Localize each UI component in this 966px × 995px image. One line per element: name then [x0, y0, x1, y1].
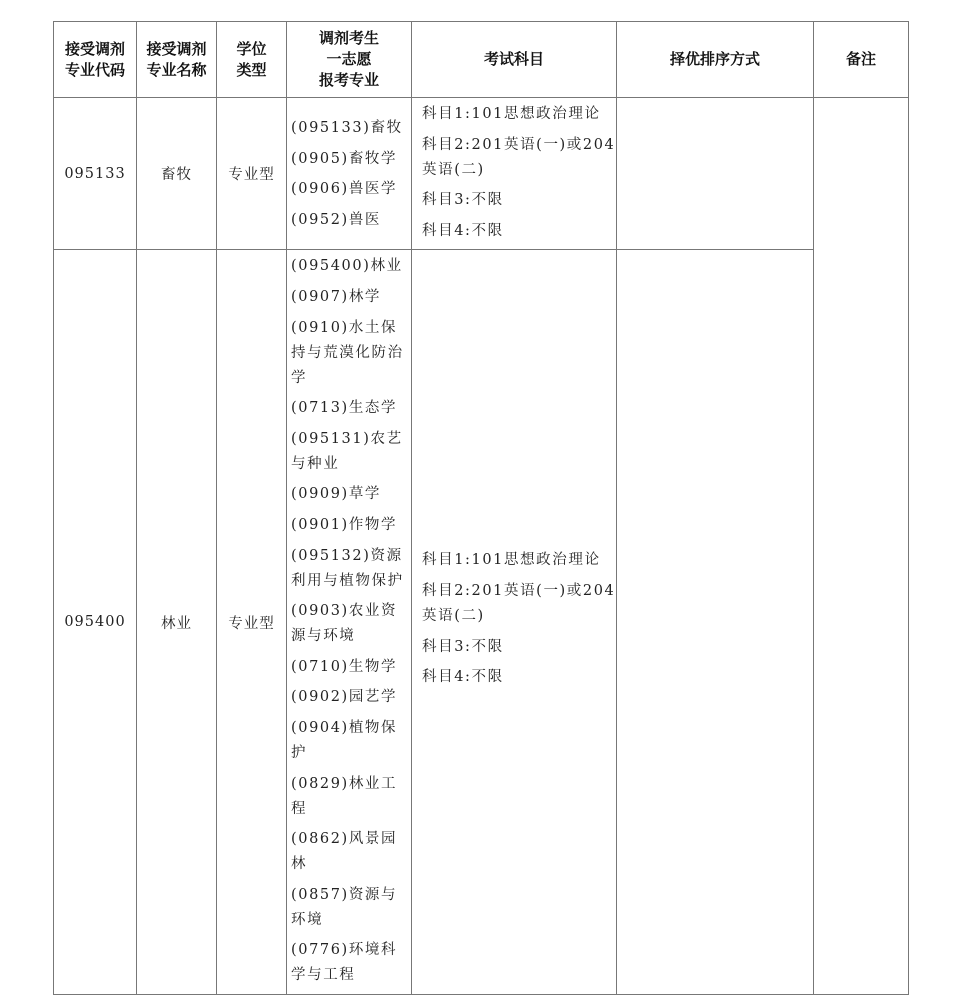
list-item: 科目4:不限	[422, 222, 504, 239]
major-code-cell: 095133	[54, 98, 137, 250]
header-major-code: 接受调剂 专业代码	[54, 22, 137, 98]
degree-type-cell: 专业型	[217, 98, 287, 250]
list-item: (095132)资源利用与植物保护	[291, 547, 404, 589]
ranking-method-cell	[617, 250, 814, 995]
list-item: (0713)生态学	[291, 400, 398, 417]
list-item: 科目2:201英语(一)或204英语(二)	[422, 136, 616, 178]
header-ranking-method: 择优排序方式	[617, 22, 814, 98]
list-item: 科目3:不限	[422, 192, 504, 209]
list-item: 科目3:不限	[422, 638, 504, 655]
remarks-cell	[814, 98, 909, 995]
header-exam-subjects: 考试科目	[412, 22, 617, 98]
list-item: (0902)园艺学	[291, 689, 398, 706]
list-item: 科目2:201英语(一)或204英语(二)	[422, 583, 616, 625]
list-item: (0909)草学	[291, 486, 382, 503]
header-remarks: 备注	[814, 22, 909, 98]
header-row	[54, 22, 909, 98]
header-degree-type: 学位 类型	[217, 22, 287, 98]
major-name-cell: 畜牧	[137, 98, 217, 250]
list-item: (0910)水土保持与荒漠化防治学	[291, 319, 404, 386]
list-item: 科目1:101思想政治理论	[422, 106, 601, 122]
adjustment-table	[53, 21, 909, 995]
list-item: (0952)兽医	[291, 211, 382, 228]
table-row	[54, 250, 909, 995]
list-item: (0903)农业资源与环境	[291, 603, 398, 645]
list-item: (0776)环境科学与工程	[291, 942, 398, 984]
list-item: (0829)林业工程	[291, 775, 398, 817]
first-choice-majors-cell	[287, 250, 412, 995]
list-item: 科目1:101思想政治理论	[422, 552, 601, 569]
list-item: (0857)资源与环境	[291, 886, 398, 928]
major-code-cell: 095400	[54, 250, 137, 995]
list-item: (0905)畜牧学	[291, 150, 398, 167]
list-item: (0710)生物学	[291, 658, 398, 675]
major-name-cell: 林业	[137, 250, 217, 995]
list-item: (095131)农艺与种业	[291, 430, 403, 472]
list-item: (0901)作物学	[291, 516, 398, 533]
list-item: (0862)风景园林	[291, 831, 398, 873]
ranking-method-cell	[617, 98, 814, 250]
header-first-choice: 调剂考生 一志愿 报考专业	[287, 22, 412, 98]
list-item: 科目4:不限	[422, 669, 504, 686]
table-row	[54, 98, 909, 250]
list-item: (0907)林学	[291, 288, 382, 305]
list-item: (0906)兽医学	[291, 181, 398, 198]
first-choice-majors-cell	[287, 98, 412, 250]
exam-subjects-cell	[412, 250, 617, 995]
exam-subjects-cell	[412, 98, 617, 250]
list-item: (095400)林业	[291, 258, 403, 275]
degree-type-cell: 专业型	[217, 250, 287, 995]
header-major-name: 接受调剂 专业名称	[137, 22, 217, 98]
list-item: (095133)畜牧	[291, 120, 403, 136]
list-item: (0904)植物保护	[291, 719, 398, 761]
